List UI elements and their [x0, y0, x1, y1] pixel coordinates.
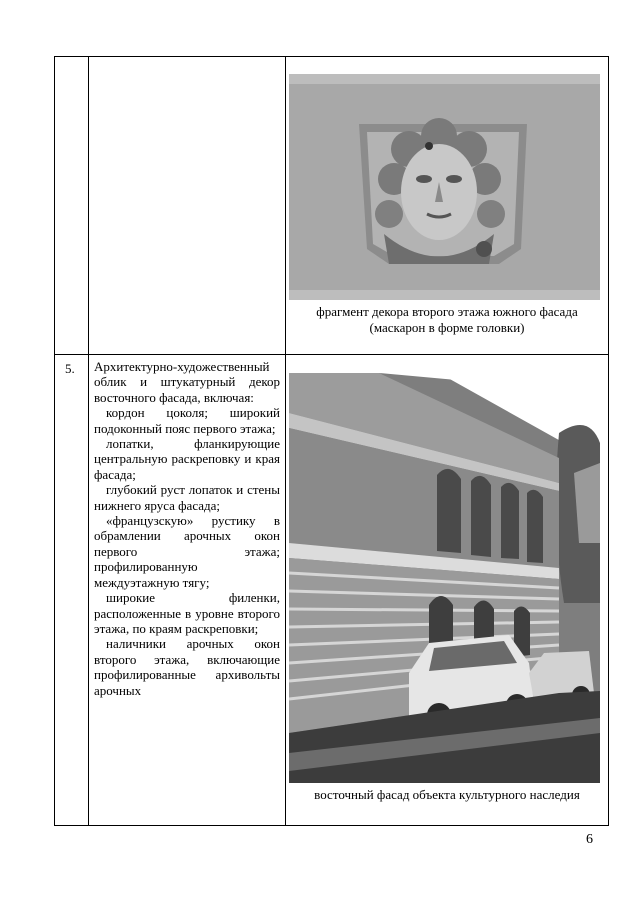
image-cell: [286, 355, 609, 826]
description-item: наличники арочных окон второго этажа, включающие профилированные архивольты арочных: [94, 636, 280, 698]
description-cell: [89, 355, 286, 826]
description-item: «французскую» рустику в обрамлении арочных окон первого этажа; профилированную междуэтажную тягу;: [94, 513, 280, 590]
row-description: [89, 355, 285, 698]
row-description: [89, 57, 285, 61]
mascaron-photo: [289, 74, 600, 300]
description-title: Архитектурно-художественный облик и штукатурный декор восточного фасада, включая:: [94, 359, 280, 405]
description-cell: [89, 57, 286, 355]
row-number: [55, 57, 88, 63]
row-number-cell: [55, 355, 89, 826]
table-row: [55, 57, 609, 355]
image-caption: восточный фасад объекта культурного наследия: [314, 787, 580, 802]
image-cell: [286, 57, 609, 355]
row-number: 5.: [65, 361, 75, 376]
row-number-cell: [55, 57, 89, 355]
image-caption: фрагмент декора второго этажа южного фасада (маскарон в форме головки): [316, 304, 578, 335]
description-item: широкие филенки, расположенные в уровне второго этажа, по краям раскреповки;: [94, 590, 280, 636]
page-number: 6: [586, 832, 593, 847]
table-row: [55, 355, 609, 826]
description-item: глубокий руст лопаток и стены нижнего яруса фасада;: [94, 482, 280, 513]
description-item: кордон цоколя; широкий подоконный пояс первого этажа;: [94, 405, 280, 436]
facade-photo: [289, 373, 600, 783]
description-item: лопатки, фланкирующие центральную раскреповку и края фасада;: [94, 436, 280, 482]
monument-table: [54, 56, 609, 826]
